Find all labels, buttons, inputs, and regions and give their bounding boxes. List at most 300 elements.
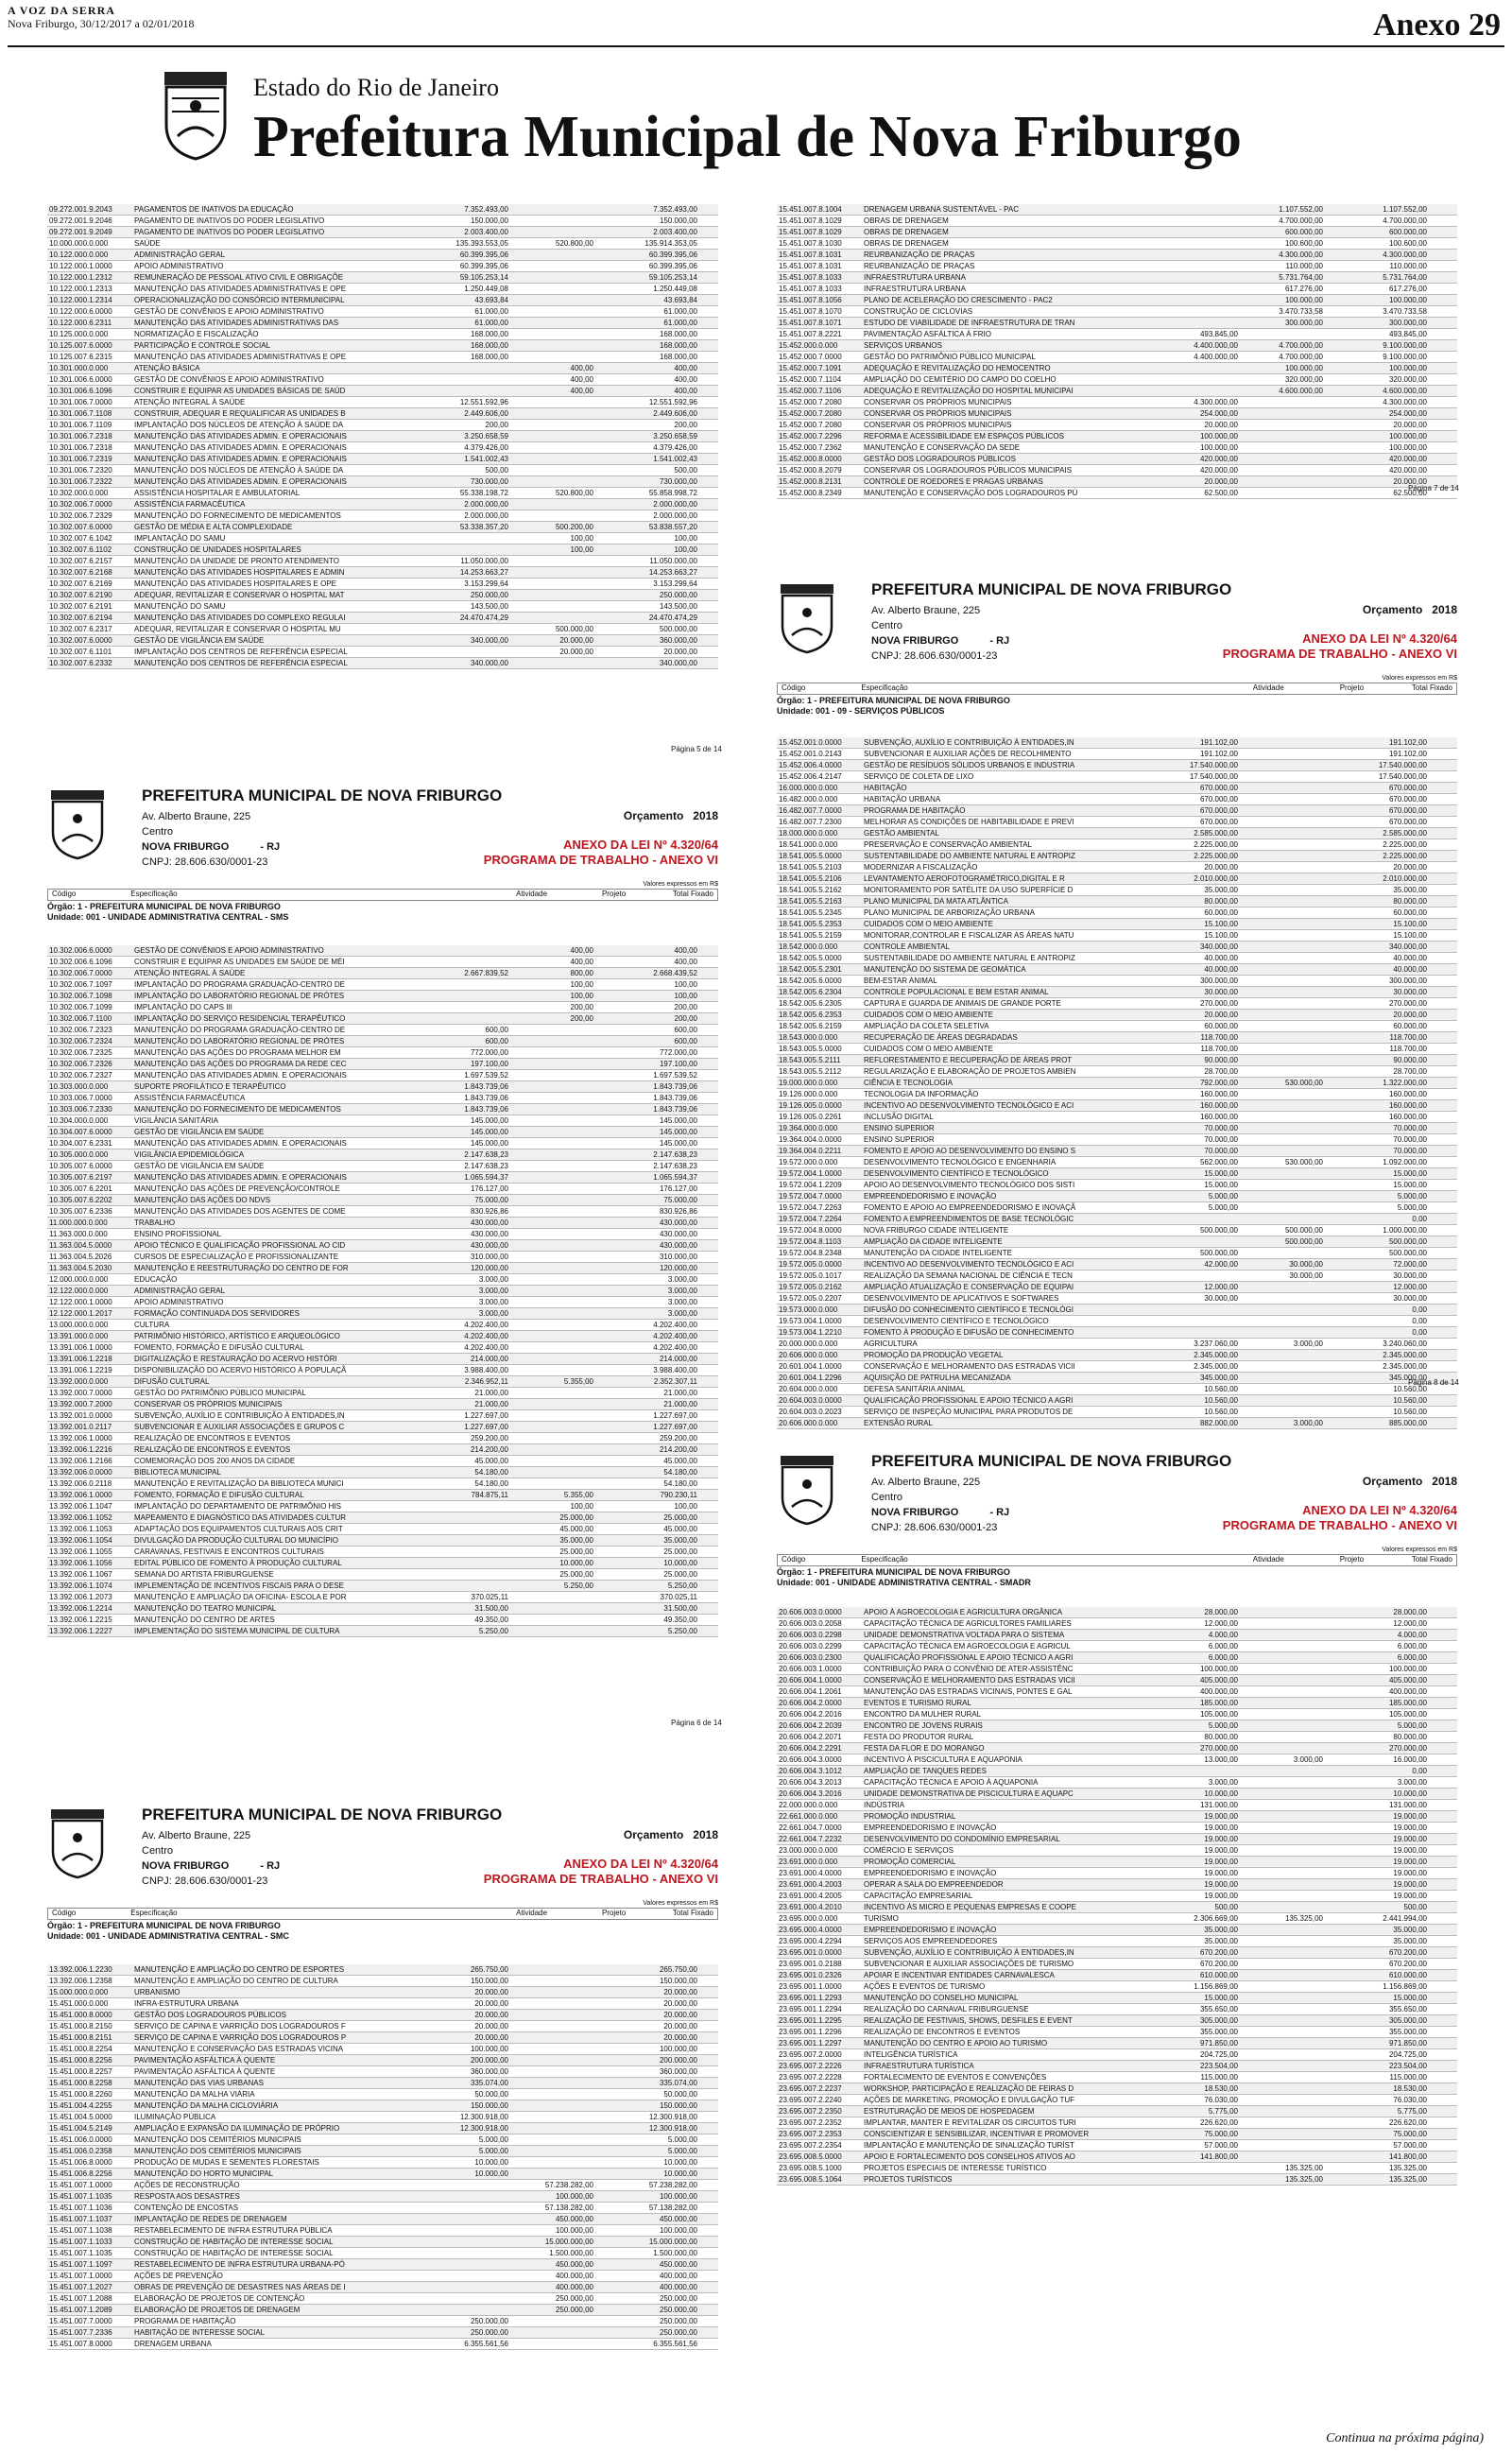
atividade-cell: 500,00 [485, 466, 508, 475]
spec-cell: MONITORAR,CONTROLAR E FISCALIZAR AS ÁREAS NATU [864, 931, 1074, 940]
projeto-cell [1240, 2072, 1325, 2082]
table-header: Código Especificação Atividade Projeto Total Fixado [777, 683, 1457, 695]
atividade-cell: 80.000,00 [1204, 1733, 1238, 1741]
table-row [47, 2316, 718, 2327]
atividade-cell: 90.000,00 [1204, 1056, 1238, 1064]
spec-cell: FOMENTO A EMPREENDIMENTOS DE BASE TECNOLÓGIC [864, 1215, 1074, 1223]
projeto-cell [510, 1263, 595, 1273]
total-cell: 1.322.000,00 [1383, 1079, 1427, 1087]
spec-cell: TURISMO [864, 1914, 899, 1923]
projeto-cell [510, 1127, 595, 1137]
spec-cell: EDITAL PÚBLICO DE FOMENTO À PRODUÇÃO CULTURAL [134, 1559, 342, 1567]
spec-cell: ASSISTÊNCIA FARMACÊUTICA [134, 1094, 246, 1102]
atividade-cell: 30.000,00 [1204, 988, 1238, 996]
spec-cell: ADEQUAR, REVITALIZAR E CONSERVAR O HOSPITAL MU [134, 625, 341, 633]
atividade-cell: 223.504,00 [1199, 2062, 1238, 2070]
code-cell: 11.000.000.0.000 [49, 1218, 108, 1227]
atividade-cell: 115.000,00 [1200, 2073, 1238, 2082]
table-row [47, 1615, 718, 1626]
total-cell: 400,00 [674, 958, 697, 966]
spec-cell: ESTUDO DE VIABILIDADE DE INFRAESTRUTURA DE TRAN [864, 319, 1075, 327]
code-cell: 10.301.006.7.2319 [49, 455, 112, 463]
atividade-cell: 55.338.198,72 [459, 489, 508, 497]
code-cell: 10.302.007.6.1102 [49, 545, 112, 554]
total-cell: 55.858.998,72 [648, 489, 697, 497]
table-row [777, 2061, 1457, 2072]
code-cell: 15.452.000.0.000 [779, 341, 838, 350]
total-cell: 19.000,00 [1393, 1858, 1427, 1866]
atividade-cell [1155, 227, 1240, 237]
total-cell: 120.000,00 [659, 1264, 697, 1272]
code-cell: 19.572.005.0.1017 [779, 1271, 842, 1280]
projeto-cell [1240, 1134, 1325, 1145]
atividade-cell: 19.000,00 [1204, 1846, 1238, 1855]
code-cell: 15.451.007.1.1038 [49, 2226, 112, 2235]
total-cell: 145.000,00 [659, 1116, 697, 1125]
table-row [47, 1320, 718, 1331]
spec-cell: CONSERVAR OS LOGRADOUROS PÚBLICOS MUNICIPAIS [864, 466, 1073, 475]
atividade-cell: 100.000,00 [1199, 1665, 1238, 1673]
code-cell: 10.303.000.0.000 [49, 1082, 109, 1091]
total-cell: 250.000,00 [659, 2294, 697, 2303]
atividade-cell: 185.000,00 [1199, 1699, 1238, 1707]
projeto-cell [510, 2010, 595, 2020]
projeto-cell: 500.000,00 [1284, 1226, 1323, 1235]
code-cell: 13.391.000.0.000 [49, 1332, 109, 1340]
atividade-cell: 54.180,00 [474, 1479, 508, 1488]
code-cell: 23.695.001.1.2297 [779, 2039, 842, 2048]
spec-cell: PAVIMENTAÇÃO ASFÁLTICA À FRIO [864, 330, 991, 338]
spec-cell: CONSTRUIR, ADEQUAR E REQUALIFICAR AS UNIDADES B [134, 409, 346, 418]
table-row [777, 851, 1457, 862]
projeto-cell [510, 272, 595, 283]
table-row [47, 556, 718, 567]
table-row [47, 1036, 718, 1047]
projeto-cell [510, 261, 595, 271]
municipal-crest-icon [47, 790, 108, 860]
spec-cell: REURBANIZAÇÃO DE PRAÇAS [864, 251, 975, 259]
total-cell: 265.750,00 [659, 1965, 697, 1974]
total-cell: 2.147.638,23 [653, 1162, 697, 1170]
code-cell: 20.606.004.3.1012 [779, 1767, 842, 1775]
atividade-cell [1155, 363, 1240, 373]
total-cell: 610.000,00 [1388, 1971, 1427, 1979]
table-row [47, 1490, 718, 1501]
spec-cell: EDUCAÇÃO [134, 1275, 178, 1284]
spec-cell: HABITAÇÃO DE INTERESSE SOCIAL [134, 2328, 266, 2337]
spec-cell: OBRAS DE DRENAGEM [864, 228, 949, 236]
table-row [777, 386, 1457, 397]
code-cell: 15.451.000.8.2256 [49, 2056, 112, 2065]
projeto-cell: 200,00 [570, 1003, 593, 1011]
table-row [47, 1456, 718, 1467]
atividade-cell [425, 386, 510, 396]
spec-cell: PROMOÇÃO DA PRODUÇÃO VEGETAL [864, 1351, 1004, 1359]
atividade-cell: 340.000,00 [1199, 942, 1238, 951]
spec-cell: DIFUSÃO DO CONHECIMENTO CIENTÍFICO E TECNOLÓGI [864, 1305, 1074, 1314]
code-cell: 18.543.005.5.0000 [779, 1045, 842, 1053]
atividade-cell: 4.202.400,00 [464, 1343, 508, 1352]
code-cell: 13.392.006.1.0000 [49, 1434, 112, 1443]
projeto-cell [1240, 1879, 1325, 1890]
projeto-cell [510, 1093, 595, 1103]
table-row [47, 2055, 718, 2066]
code-cell: 15.451.007.1.2027 [49, 2283, 112, 2291]
spec-cell: GESTÃO DE CONVÊNIOS E APOIO ADMINISTRATIVO [134, 946, 324, 955]
code-cell: 15.451.000.8.2150 [49, 2022, 112, 2031]
projeto-cell [1240, 2038, 1325, 2048]
newspaper-header [8, 4, 194, 30]
code-cell: 20.606.003.0.2300 [779, 1653, 842, 1662]
total-cell: 49.350,00 [663, 1616, 697, 1624]
projeto-cell [510, 556, 595, 566]
table-row [47, 510, 718, 522]
total-cell: 3.000,00 [1397, 1778, 1427, 1787]
projeto-cell [1240, 783, 1325, 793]
spec-cell: PROJETOS ESPECIAIS DE INTERESSE TURÍSTICO [864, 2164, 1047, 2172]
code-cell: 18.543.005.5.2112 [779, 1067, 842, 1076]
projeto-cell: 100,00 [570, 534, 593, 543]
code-cell: 12.122.000.1.2017 [49, 1309, 112, 1318]
spec-cell: INFRAESTRUTURA URBANA [864, 273, 967, 282]
atividade-cell [425, 1002, 510, 1012]
total-cell: 60.000,00 [1393, 908, 1427, 917]
total-cell: 25.000,00 [663, 1547, 697, 1556]
code-cell: 23.695.007.2.2352 [779, 2118, 842, 2127]
table-row [777, 1078, 1457, 1089]
projeto-cell [510, 1433, 595, 1443]
projeto-cell: 400,00 [570, 387, 593, 395]
orgao-unidade: Órgão: 1 - PREFEITURA MUNICIPAL DE NOVA FRIBURGO Unidade: 001 - UNIDADE ADMINISTRATIVA CENTRAL - SMADR [777, 1567, 1031, 1587]
code-cell: 18.542.005.6.2353 [779, 1011, 842, 1019]
table-row [777, 2129, 1457, 2140]
table-row [777, 1959, 1457, 1970]
table-row [777, 919, 1457, 930]
total-cell: 430.000,00 [659, 1241, 697, 1250]
table-row [47, 397, 718, 408]
projeto-cell [510, 1422, 595, 1432]
code-cell: 19.572.004.8.2348 [779, 1249, 842, 1257]
code-cell: 15.451.006.0.0000 [49, 2135, 112, 2144]
projeto-cell: 4.700.000,00 [1279, 216, 1323, 225]
total-cell: 223.504,00 [1388, 2062, 1427, 2070]
code-cell: 10.122.000.6.0000 [49, 307, 112, 316]
total-cell: 420.000,00 [1388, 455, 1427, 463]
atividade-cell: 75.000,00 [1204, 2130, 1238, 2138]
projeto-cell: 600.000,00 [1284, 228, 1323, 236]
spec-cell: APOIAR E INCENTIVAR ENTIDADES CARNAVALESCA [864, 1971, 1055, 1979]
total-cell: 61.000,00 [663, 307, 697, 316]
total-cell: 3.250.658,59 [653, 432, 697, 441]
code-cell: 20.604.000.0.000 [779, 1385, 838, 1393]
total-cell: 12.300.918,00 [648, 2124, 697, 2133]
spec-cell: FOMENTO, FORMAÇÃO E DIFUSÃO CULTURAL [134, 1491, 304, 1499]
spec-cell: GESTÃO AMBIENTAL [864, 829, 939, 838]
spec-cell: PATRIMÔNIO HISTÓRICO, ARTÍSTICO E ARQUEOLÓGICO [134, 1332, 340, 1340]
section-header-right-bot [777, 1452, 1457, 1587]
total-cell: 370.025,11 [660, 1593, 697, 1601]
total-cell: 2.345.000,00 [1383, 1351, 1427, 1359]
code-cell: 16.482.007.7.2300 [779, 818, 842, 826]
code-cell: 16.000.000.0.000 [779, 784, 838, 792]
spec-cell: APOIO À AGROECOLOGIA E AGRICULTURA ORGÂNICA [864, 1608, 1063, 1616]
code-cell: 13.392.006.1.2230 [49, 1965, 112, 1974]
atividade-cell: 270.000,00 [1199, 1744, 1238, 1753]
code-cell: 10.302.006.6.1096 [49, 958, 112, 966]
total-cell: 19.000,00 [1393, 1823, 1427, 1832]
atividade-cell: 11.050.000,00 [460, 557, 508, 565]
table-row [47, 306, 718, 318]
spec-cell: PRODUÇÃO DE MUDAS E SEMENTES FLORESTAIS [134, 2158, 319, 2167]
total-cell: 2.585.000,00 [1383, 829, 1427, 838]
code-cell: 10.302.007.6.2317 [49, 625, 112, 633]
total-cell: 2.668.439,52 [653, 969, 697, 977]
code-cell: 23.695.007.2.2228 [779, 2073, 842, 2082]
projeto-cell [510, 1036, 595, 1046]
atividade-cell: 6.000,00 [1208, 1653, 1238, 1662]
projeto-cell [510, 1976, 595, 1986]
code-cell: 10.302.006.7.0000 [49, 500, 112, 509]
table-row [47, 2339, 718, 2350]
total-cell: 600.000,00 [1388, 228, 1427, 236]
projeto-cell: 250.000,00 [555, 2294, 593, 2303]
projeto-cell [510, 1286, 595, 1296]
code-cell: 18.541.005.5.2162 [779, 886, 842, 894]
atividade-cell: 143.500,00 [470, 602, 508, 611]
table-row [47, 442, 718, 454]
atividade-cell: 670.000,00 [1199, 806, 1238, 815]
projeto-cell [1240, 1902, 1325, 1912]
code-cell: 10.301.006.6.1096 [49, 387, 112, 395]
code-cell: 10.302.007.6.2332 [49, 659, 112, 667]
table-row [47, 284, 718, 295]
total-cell: 12.000,00 [1393, 1619, 1427, 1628]
projeto-cell [510, 2327, 595, 2338]
table-row [777, 216, 1457, 227]
block-title: PREFEITURA MUNICIPAL DE NOVA FRIBURGO [142, 786, 503, 804]
table-row [47, 1138, 718, 1149]
atividade-cell [425, 2271, 510, 2281]
total-cell: 50.000,00 [663, 2090, 697, 2099]
code-cell: 23.695.001.0.2188 [779, 1960, 842, 1968]
spec-cell: RESTABELECIMENTO DE INFRA ESTRUTURA URBANA-PÓ [134, 2260, 345, 2269]
code-cell: 23.695.001.1.2295 [779, 2016, 842, 2025]
spec-cell: DESENVOLVIMENTO CIENTÍFICO E TECNOLÓGICO [864, 1169, 1049, 1178]
values-note: Valores expressos em R$ [1382, 675, 1457, 682]
table-row [777, 817, 1457, 828]
code-cell: 10.302.006.6.0000 [49, 946, 112, 955]
table-row [777, 805, 1457, 817]
total-cell: 70.000,00 [1393, 1135, 1427, 1144]
code-cell: 15.451.006.0.2358 [49, 2147, 112, 2155]
projeto-cell [1240, 2095, 1325, 2105]
table-row [47, 2169, 718, 2180]
projeto-cell: 20.000,00 [559, 648, 593, 656]
spec-cell: DESENVOLVIMENTO DO CONDOMÍNIO EMPRESARIAL [864, 1835, 1060, 1843]
atividade-cell: 4.379.426,00 [464, 443, 508, 452]
code-cell: 19.364.004.0.0000 [779, 1135, 842, 1144]
total-cell: 197.100,00 [659, 1060, 697, 1068]
total-cell: 4.000,00 [1397, 1631, 1427, 1639]
total-cell: 335.074,00 [659, 2079, 697, 2087]
projeto-cell: 400,00 [570, 958, 593, 966]
code-cell: 20.606.003.0.2299 [779, 1642, 842, 1650]
table-row [777, 737, 1457, 749]
total-cell: 12.551.592,96 [648, 398, 697, 406]
atividade-cell [425, 991, 510, 1001]
table-row [47, 1388, 718, 1399]
code-cell: 23.695.007.2.2350 [779, 2107, 842, 2116]
table-row [777, 1766, 1457, 1777]
total-cell: 1.107.552,00 [1383, 205, 1427, 214]
atividade-cell: 405.000,00 [1199, 1676, 1238, 1685]
atividade-cell: 30.000,00 [1204, 1294, 1238, 1303]
atividade-cell: 19.000,00 [1204, 1858, 1238, 1866]
spec-cell: NOVA FRIBURGO CIDADE INTELIGENTE [864, 1226, 1009, 1235]
code-cell: 15.452.000.8.2131 [779, 477, 842, 486]
projeto-cell [1240, 476, 1325, 487]
code-cell: 10.302.007.6.1042 [49, 534, 112, 543]
code-cell: 18.541.005.5.2103 [779, 863, 842, 872]
table-row [777, 272, 1457, 284]
code-cell: 13.392.006.1.2227 [49, 1627, 112, 1635]
projeto-cell [510, 1104, 595, 1115]
projeto-cell [1240, 1361, 1325, 1372]
total-cell: 28.700,00 [1393, 1067, 1427, 1076]
block-address: Av. Alberto Braune, 225 Centro NOVA FRIBURGO - RJ CNPJ: 28.606.630/0001-23 [142, 1830, 281, 1887]
total-cell: 10.000,00 [663, 2169, 697, 2178]
code-cell: 15.452.000.7.1104 [779, 375, 842, 384]
table-row [777, 1066, 1457, 1078]
total-cell: 320.000,00 [1388, 375, 1427, 384]
projeto-cell [1240, 465, 1325, 475]
table-row [47, 2237, 718, 2248]
total-cell: 360.000,00 [659, 636, 697, 645]
total-cell: 15.100,00 [1393, 931, 1427, 940]
total-cell: 14.253.663,27 [648, 568, 697, 577]
total-cell: 28.000,00 [1393, 1608, 1427, 1616]
total-cell: 1.156.869,00 [1383, 1982, 1427, 1991]
atividade-cell [425, 624, 510, 634]
budget-table-left-mid [47, 945, 718, 1637]
spec-cell: REALIZAÇÃO DA SEMANA NACIONAL DE CIÊNCIA E TECN [864, 1271, 1073, 1280]
table-row [47, 2248, 718, 2259]
block-address: Av. Alberto Braune, 225 Centro NOVA FRIBURGO - RJ CNPJ: 28.606.630/0001-23 [871, 605, 1010, 662]
table-row [777, 1777, 1457, 1789]
code-cell: 13.392.006.0.2118 [49, 1479, 112, 1488]
atividade-cell: 191.102,00 [1199, 750, 1238, 758]
total-cell: 500,00 [1403, 1903, 1427, 1911]
atividade-cell: 28.700,00 [1204, 1067, 1238, 1076]
projeto-cell [510, 2089, 595, 2100]
total-cell: 6.000,00 [1397, 1653, 1427, 1662]
table-row [47, 647, 718, 658]
code-cell: 20.606.004.3.0000 [779, 1755, 842, 1764]
table-row [777, 306, 1457, 318]
total-cell: 57.000,00 [1393, 2141, 1427, 2150]
table-row [47, 2146, 718, 2157]
table-row [47, 318, 718, 329]
table-row [47, 613, 718, 624]
atividade-cell: 18.530,00 [1204, 2084, 1238, 2093]
newspaper-name: A VOZ DA SERRA [8, 4, 115, 17]
projeto-cell [1240, 1010, 1325, 1020]
table-row [777, 1395, 1457, 1407]
spec-cell: ASSISTÊNCIA HOSPITALAR E AMBULATORIAL [134, 489, 301, 497]
table-row [47, 1286, 718, 1297]
spec-cell: EMPREENDEDORISMO E INOVAÇÃO [864, 1823, 997, 1832]
code-cell: 15.452.000.8.0000 [779, 455, 842, 463]
code-cell: 10.301.006.6.0000 [49, 375, 112, 384]
total-cell: 300.000,00 [1388, 976, 1427, 985]
table-row [47, 968, 718, 979]
orcamento-label: Orçamento 2018 [623, 1828, 718, 1841]
table-row [777, 976, 1457, 987]
projeto-cell [1240, 2152, 1325, 2162]
projeto-cell: 3.000,00 [1293, 1339, 1323, 1348]
atividade-cell: 80.000,00 [1204, 897, 1238, 906]
code-cell: 15.451.004.4.2255 [49, 2101, 112, 2110]
spec-cell: ADEQUAÇÃO E REVITALIZAÇÃO DO HOSPITAL MUNICIPAI [864, 387, 1074, 395]
total-cell: 176.127,00 [659, 1184, 697, 1193]
total-cell: 20.000,00 [663, 2011, 697, 2019]
spec-cell: ENSINO SUPERIOR [864, 1135, 935, 1144]
projeto-cell [510, 1161, 595, 1171]
table-row [777, 783, 1457, 794]
code-cell: 18.541.005.5.2159 [779, 931, 842, 940]
atividade-cell: 500.000,00 [1199, 1249, 1238, 1257]
total-cell: 670.000,00 [1388, 806, 1427, 815]
atividade-cell [425, 1512, 510, 1523]
atividade-cell: 40.000,00 [1204, 965, 1238, 974]
total-cell: 1.843.739,06 [653, 1094, 697, 1102]
table-row [777, 1641, 1457, 1652]
spec-cell: CUIDADOS COM O MEIO AMBIENTE [864, 1045, 993, 1053]
atividade-cell: 335.074,00 [470, 2079, 508, 2087]
total-cell: 617.276,00 [1388, 285, 1427, 293]
total-cell: 20.000,00 [1393, 863, 1427, 872]
code-cell: 20.606.004.2.2291 [779, 1744, 842, 1753]
total-cell: 100,00 [674, 534, 697, 543]
code-cell: 15.451.007.7.2336 [49, 2328, 112, 2337]
code-cell: 18.541.005.5.2163 [779, 897, 842, 906]
table-row [47, 1592, 718, 1603]
block-title: PREFEITURA MUNICIPAL DE NOVA FRIBURGO [871, 580, 1232, 598]
total-cell: 135.325,00 [1388, 2164, 1427, 2172]
spec-cell: ELABORAÇÃO DE PROJETOS DE DRENAGEM [134, 2306, 301, 2314]
atividade-cell: 4.202.400,00 [464, 1321, 508, 1329]
projeto-cell [1240, 839, 1325, 850]
atividade-cell: 176.127,00 [470, 1184, 508, 1193]
atividade-cell: 254.000,00 [1199, 409, 1238, 418]
spec-cell: MANUTENÇÃO DAS ATIVIDADES DO COMPLEXO REGULAI [134, 614, 346, 622]
projeto-cell [1240, 1202, 1325, 1213]
total-cell: 100,00 [674, 1502, 697, 1511]
projeto-cell [1240, 329, 1325, 339]
total-cell: 10.000,00 [663, 1559, 697, 1567]
spec-cell: MANUTENÇÃO DAS ATIVIDADES ADMIN. E OPERACIONAIS [134, 455, 347, 463]
atividade-cell [425, 957, 510, 967]
atividade-cell: 70.000,00 [1204, 1124, 1238, 1132]
code-cell: 13.392.000.7.0000 [49, 1389, 112, 1397]
projeto-cell [510, 2146, 595, 2156]
atividade-cell: 250.000,00 [470, 2328, 508, 2337]
table-row [47, 1263, 718, 1274]
total-cell: 100.000,00 [1388, 443, 1427, 452]
projeto-cell [1240, 1686, 1325, 1697]
total-cell: 100.000,00 [659, 2192, 697, 2201]
spec-cell: MANUTENÇÃO DO SISTEMA DE GEOMÁTICA [864, 965, 1026, 974]
